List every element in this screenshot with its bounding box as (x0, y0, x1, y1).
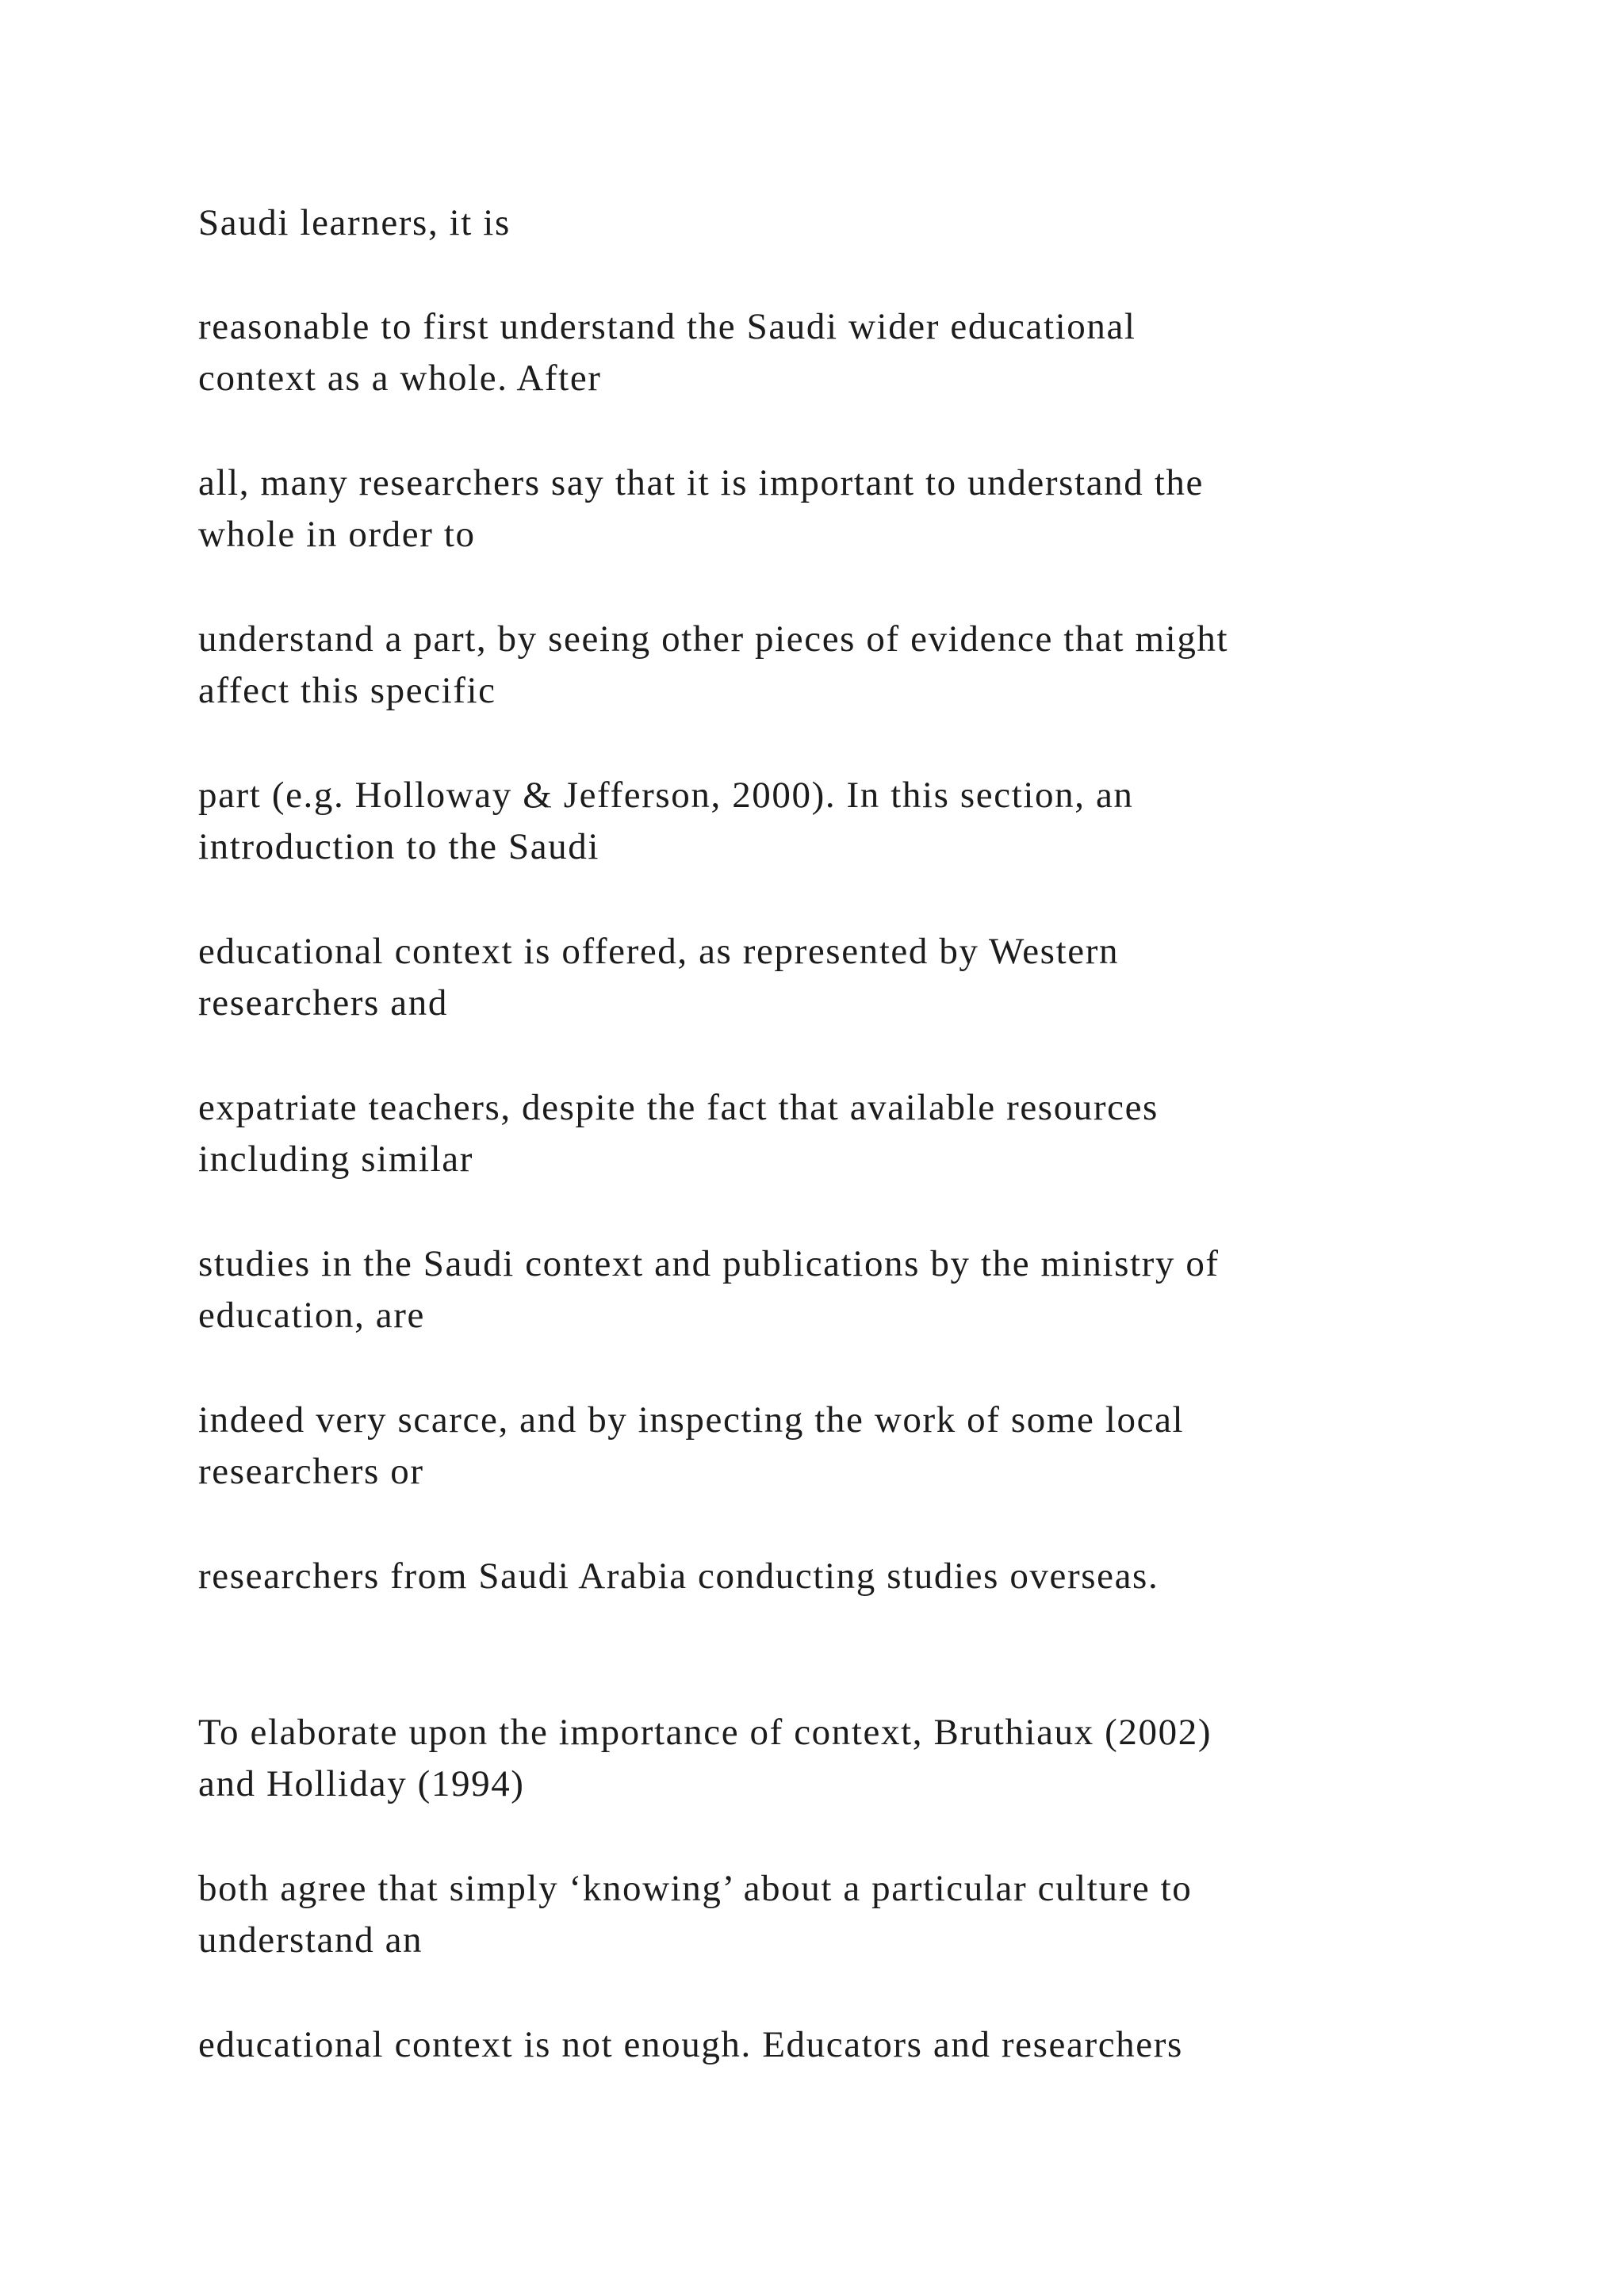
text-line: understand a part, by seeing other pieces of evidence that might (198, 618, 1229, 660)
text-line: Saudi learners, it is (198, 202, 511, 243)
text-line: researchers or (198, 1451, 424, 1492)
text-line: indeed very scarce, and by inspecting the work of some local (198, 1399, 1185, 1441)
text-line: expatriate teachers, despite the fact that available resources (198, 1087, 1159, 1128)
text-line: part (e.g. Holloway & Jefferson, 2000). In this section, an (198, 775, 1134, 816)
text-line: educational context is not enough. Educators and researchers (198, 2024, 1183, 2065)
text-line: researchers from Saudi Arabia conducting studies overseas. (198, 1556, 1159, 1597)
text-line: educational context is offered, as represented by Western (198, 931, 1120, 972)
text-line: all, many researchers say that it is important to understand the (198, 462, 1204, 503)
text-line: education, are (198, 1295, 425, 1336)
text-line: researchers and (198, 982, 448, 1024)
text-line: context as a whole. After (198, 358, 602, 399)
text-line: including similar (198, 1138, 474, 1180)
text-line: both agree that simply ‘knowing’ about a particular culture to (198, 1868, 1193, 1909)
text-line: understand an (198, 1919, 423, 1961)
text-line: whole in order to (198, 514, 476, 555)
text-line: reasonable to first understand the Saudi wider educational (198, 306, 1136, 347)
text-line: studies in the Saudi context and publications by the ministry of (198, 1243, 1220, 1284)
text-line: and Holliday (1994) (198, 1763, 525, 1804)
text-line: introduction to the Saudi (198, 826, 600, 867)
text-line: To elaborate upon the importance of context, Bruthiaux (2002) (198, 1712, 1212, 1753)
text-line: affect this specific (198, 670, 496, 711)
